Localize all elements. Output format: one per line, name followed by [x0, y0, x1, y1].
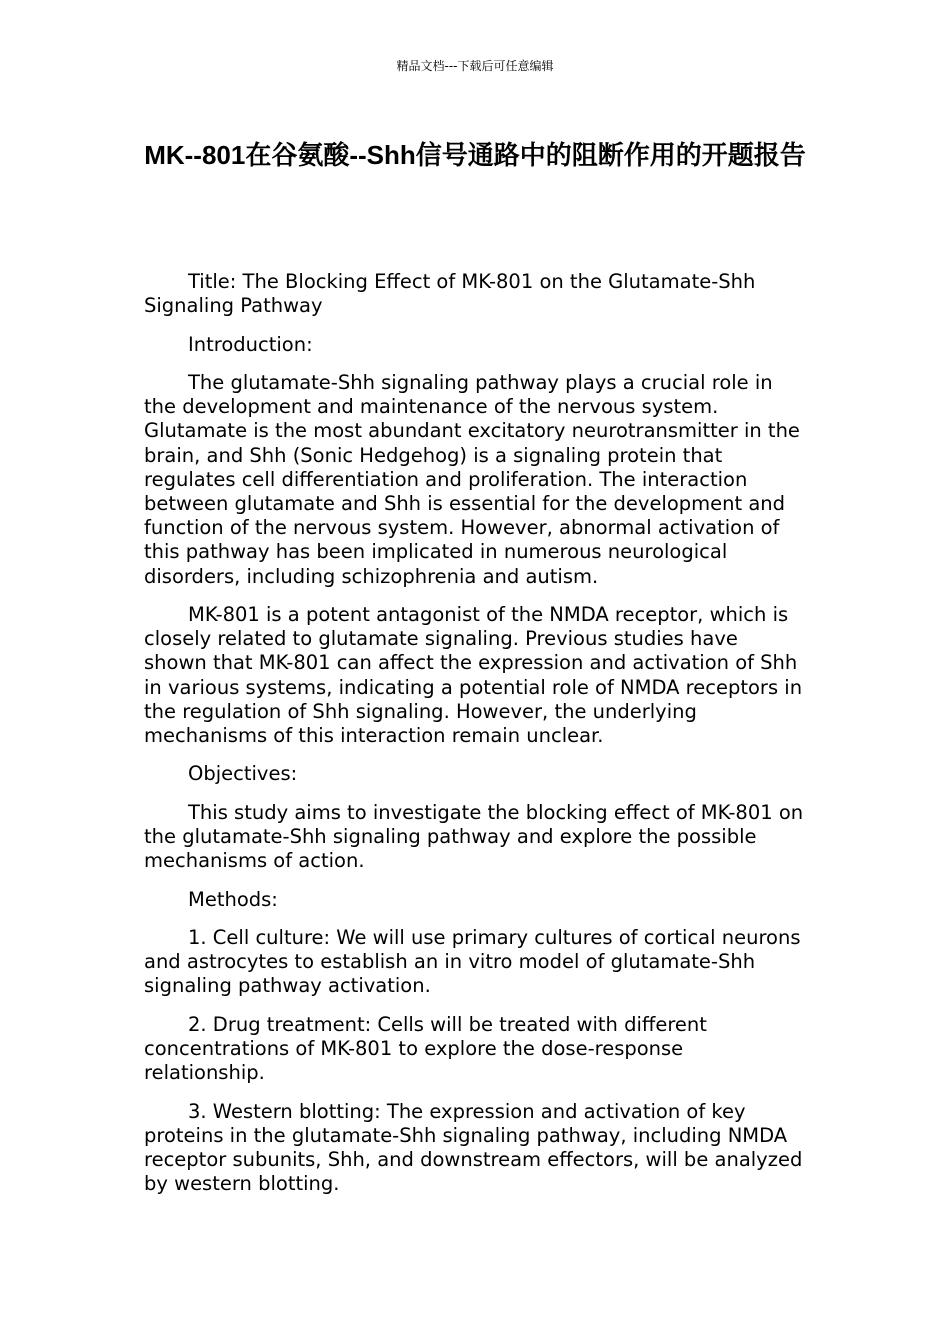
heading-introduction: Introduction:	[188, 332, 313, 356]
method-item-drug-treatment: 2. Drug treatment: Cells will be treated with different concentrations of MK-801 to explore the dose-response relationship.	[144, 1012, 707, 1085]
heading-methods: Methods:	[188, 887, 278, 911]
paragraph-introduction-1: The glutamate-Shh signaling pathway plays a crucial role in the development and maintenance of the nervous system. Glutamate is the most abundant excitatory neurotransmitter in the brain, and Shh (Sonic Hedgehog) is a signaling protein that regulates cell differentiation and proliferation. The interaction between glutamate and Shh is essential for the development and function of the nervous system. However, abnormal activation of this pathway has been implicated in numerous neurological disorders, including schizophrenia and autism.	[144, 370, 800, 588]
document-body	[144, 270, 806, 1211]
paragraph-objectives: This study aims to investigate the blocking effect of MK-801 on the glutamate-Shh signaling pathway and explore the possible mechanisms of action.	[144, 800, 804, 873]
document-title: MK--801在谷氨酸--Shh信号通路中的阻断作用的开题报告	[144, 140, 806, 170]
method-item-western-blotting: 3. Western blotting: The expression and activation of key proteins in the glutamate-Shh signaling pathway, including NMDA receptor subunits, Shh, and downstream effectors, will be analyzed by western blotting.	[144, 1099, 803, 1196]
header-note: 精品文档---下载后可任意编辑	[396, 59, 554, 73]
paragraph-title-line: Title: The Blocking Effect of MK-801 on the Glutamate-Shh Signaling Pathway	[144, 270, 756, 318]
paragraph-introduction-2: MK-801 is a potent antagonist of the NMDA receptor, which is closely related to glutamate signaling. Previous studies have shown that MK-801 can affect the expression and activation of Shh in various systems, indicating a potential role of NMDA receptors in the regulation of Shh signaling. However, the underlying mechanisms of this interaction remain unclear.	[144, 603, 803, 748]
method-item-cell-culture: 1. Cell culture: We will use primary cultures of cortical neurons and astrocytes to establish an in vitro model of glutamate-Shh signaling pathway activation.	[144, 925, 801, 998]
heading-objectives: Objectives:	[188, 762, 298, 786]
